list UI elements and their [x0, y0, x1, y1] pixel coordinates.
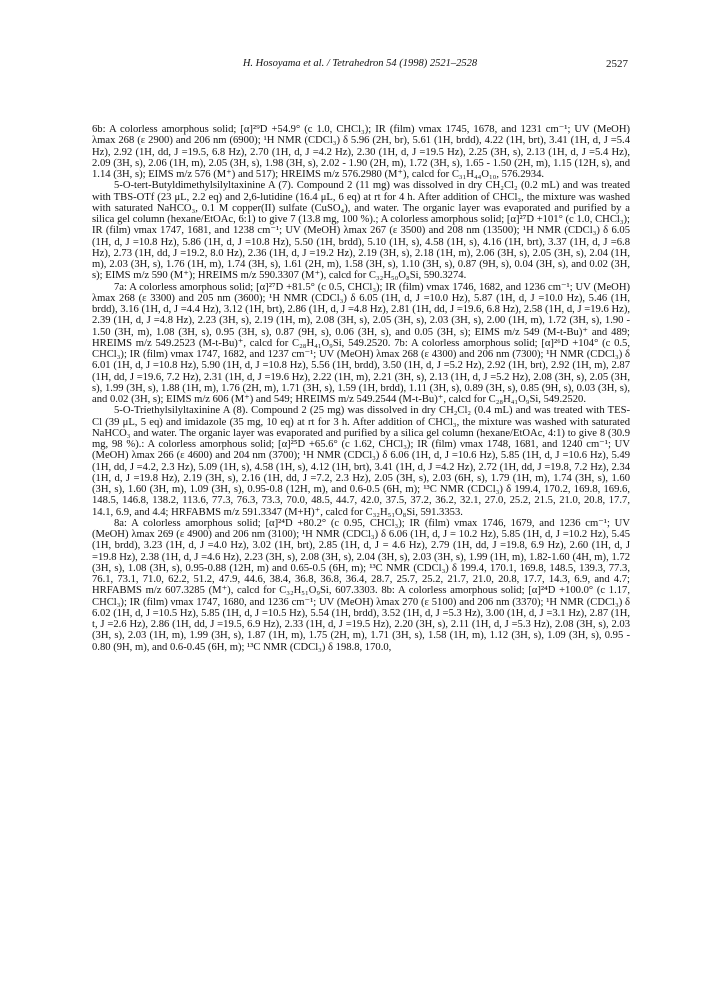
- paragraph-compound-7: 5-O-tert-Butyldimethylsilyltaxinine A (7). Compound 2 (11 mg) was dissolved in dry CH₂Cl₂ (0.2 mL) and was treated with TBS-OTf (23 μL, 2.2 eq) and 2,6-lutidine (16.4 μL, 6 eq) at rt for 4 h. After addition of CHCl₃, the mixture was washed with saturated NaHCO₃, 0.1 M copper(II) sulfate (CuSO₄), and water. The organic layer was evaporated and purified by a silica gel column (hexane/EtOAc, 6:1) to give 7 (13.8 mg, 100 %).; A colorless amorphous solid; [α]²⁷D +101° (c 1.0, CHCl₃); IR (film) νmax 1747, 1681, and 1238 cm⁻¹; UV (MeOH) λmax 267 (ε 3500) and 208 nm (13500); ¹H NMR (CDCl₃) δ 6.05 (1H, d, J =10.8 Hz), 5.86 (1H, d, J =10.8 Hz), 5.50 (1H, brdd), 5.10 (1H, s), 4.58 (1H, s), 4.16 (1H, brt), 3.37 (1H, d, J =6.8 Hz), 2.73 (1H, dd, J =19.2, 8.0 Hz), 2.36 (1H, d, J =19.2 Hz), 2.19 (3H, s), 2.18 (1H, m), 2.06 (3H, s), 2.05 (3H, s), 2.04 (1H, m), 2.03 (3H, s), 1.76 (1H, m), 1.74 (3H, s), 1.61 (2H, m), 1.58 (3H, s), 1.10 (3H, s), 0.87 (9H, s), 0.04 (3H, s), and 0.02 (3H, s); EIMS m/z 590 (M⁺); HREIMS m/z 590.3307 (M⁺), calcd for C₃₂H₅₀O₈Si, 590.3274.: [92, 180, 630, 282]
- paragraph-7a-7b: 7a: A colorless amorphous solid; [α]²⁷D +81.5° (c 0.5, CHCl₃); IR (film) νmax 1746, 1682, and 1236 cm⁻¹; UV (MeOH) λmax 268 (ε 3300) and 205 nm (3600); ¹H NMR (CDCl₃) δ 6.05 (1H, d, J =10.0 Hz), 5.87 (1H, d, J =10.0 Hz), 5.46 (1H, brdd), 3.16 (1H, d, J =4.4 Hz), 3.12 (1H, brt), 2.86 (1H, d, J =4.8 Hz), 2.81 (1H, dd, J =19.6, 6.8 Hz), 2.58 (1H, d, J =19.6 Hz), 2.39 (1H, d, J =4.8 Hz), 2.23 (3H, s), 2.19 (1H, m), 2.08 (3H, s), 2.05 (3H, s), 2.03 (3H, s), 2.00 (1H, m), 1.72 (3H, s), 1.90 - 1.50 (3H, m), 1.08 (3H, s), 0.95 (3H, s), 0.87 (9H, s), 0.06 (3H, s), and 0.05 (3H, s); EIMS m/z 549 (M-t-Bu)⁺ and 489; HREIMS m/z 549.2523 (M-t-Bu)⁺, calcd for C₂₈H₄₁O₉Si, 549.2520. 7b: A colorless amorphous solid; [α]²⁶D +104° (c 0.5, CHCl₃); IR (film) νmax 1747, 1682, and 1237 cm⁻¹; UV (MeOH) λmax 268 (ε 4300) and 206 nm (7300); ¹H NMR (CDCl₃) δ 6.01 (1H, d, J =10.8 Hz), 5.90 (1H, d, J =10.8 Hz), 5.56 (1H, brdd), 3.50 (1H, d, J =5.2 Hz), 2.92 (1H, brt), 2.92 (1H, m), 2.87 (1H, dd, J =19.6, 7.2 Hz), 2.31 (1H, d, J =19.6 Hz), 2.22 (1H, m), 2.21 (3H, s), 2.13 (1H, d, J =5.2 Hz), 2.08 (3H, s), 2.05 (3H, s), 1.99 (3H, s), 1.88 (1H, m), 1.76 (2H, m), 1.71 (3H, s), 1.59 (1H, brdd), 1.11 (3H, s), 0.89 (3H, s), 0.85 (9H, s), 0.03 (3H, s), and 0.02 (3H, s); EIMS m/z 606 (M⁺) and 549; HREIMS m/z 549.2544 (M-t-Bu)⁺, calcd for C₂₈H₄₁O₉Si, 549.2520.: [92, 281, 630, 405]
- running-title: H. Hosoyama et al. / Tetrahedron 54 (1998) 2521–2528: [242, 58, 478, 69]
- page-number: 2527: [606, 58, 628, 70]
- article-body: [92, 124, 630, 653]
- paragraph-compound-8: 5-O-Triethylsilyltaxinine A (8). Compound 2 (25 mg) was dissolved in dry CH₂Cl₂ (0.4 mL) and was treated with TES-Cl (39 μL, 5 eq) and imidazole (35 mg, 10 eq) at rt for 3 h. After addition of CHCl₃, the mixture was washed with saturated NaHCO₃ and water. The organic layer was evaporated and purified by a silica gel column (hexane/EtOAc, 4:1) to give 8 (30.9 mg, 98 %).: A colorless amorphous solid; [α]²⁵D +65.6° (c 1.62, CHCl₃); IR (film) νmax 1748, 1681, and 1240 cm⁻¹; UV (MeOH) λmax 266 (ε 4600) and 204 nm (3700); ¹H NMR (CDCl₃) δ 6.06 (1H, d, J =10.6 Hz), 5.85 (1H, d, J =10.6 Hz), 5.49 (1H, dd, J =4.2, 2.3 Hz), 5.09 (1H, s), 4.58 (1H, s), 4.12 (1H, brt), 3.41 (1H, d, J =4.2 Hz), 2.72 (1H, dd, J =19.8, 7.2 Hz), 2.34 (1H, d, J =19.8 Hz), 2.19 (3H, s), 2.16 (1H, dd, J =7.2, 2.3 Hz), 2.05 (3H, s), 2.03 (6H, s), 1.79 (1H, m), 1.74 (3H, s), 1.60 (3H, s), 1.60 (3H, m), 1.09 (3H, s), 0.95-0.8 (12H, m), and 0.6-0.5 (6H, m); ¹³C NMR (CDCl₃) δ 199.4, 170.2, 169.8, 169.6, 148.5, 146.8, 138.2, 113.6, 77.3, 76.3, 73.3, 70.0, 48.5, 44.7, 42.0, 37.5, 37.2, 36.2, 32.1, 27.0, 25.2, 21.5, 21.0, 20.8, 17.7, 14.1, 6.9, and 4.4; HRFABMS m/z 591.3347 (M+H)⁺, calcd for C₃₂H₅₁O₈Si, 591.3353.: [92, 405, 630, 518]
- paragraph-8a-8b: 8a: A colorless amorphous solid; [α]²⁴D +80.2° (c 0.95, CHCl₃); IR (film) νmax 1746, 1679, and 1236 cm⁻¹; UV (MeOH) λmax 269 (ε 4900) and 206 nm (3100); ¹H NMR (CDCl₃) δ 6.06 (1H, d, J = 10.2 Hz), 5.85 (1H, d, J =10.2 Hz), 5.45 (1H, brdd), 3.23 (1H, d, J =4.0 Hz), 3.02 (1H, brt), 2.85 (1H, d, J = 4.6 Hz), 2.79 (1H, dd, J =19.8, 6.9 Hz), 2.60 (1H, d, J =19.8 Hz), 2.38 (1H, d, J =4.6 Hz), 2.23 (3H, s), 2.08 (3H, s), 2.04 (3H, s), 2.03 (3H, s), 1.99 (1H, m), 1.82-1.60 (4H, m), 1.72 (3H, s), 1.08 (3H, s), 0.95-0.88 (12H, m) and 0.65-0.5 (6H, m); ¹³C NMR (CDCl₃) δ 199.4, 170.1, 169.8, 148.5, 139.3, 77.3, 76.1, 73.1, 71.0, 62.2, 51.2, 47.9, 44.6, 38.4, 36.8, 36.8, 36.4, 28.7, 25.7, 25.2, 21.7, 21.0, 20.8, 17.7, 14.3, 6.9, and 4.7; HRFABMS m/z 607.3285 (M⁺), calcd for C₃₂H₅₁O₉Si, 607.3303. 8b: A colorless amorphous solid; [α]²⁴D +100.0° (c 1.17, CHCl₃); IR (film) νmax 1747, 1680, and 1236 cm⁻¹; UV (MeOH) λmax 270 (ε 5100) and 206 nm (3370); ¹H NMR (CDCl₃) δ 6.02 (1H, d, J =10.5 Hz), 5.85 (1H, d, J =10.5 Hz), 5.54 (1H, brdd), 3.52 (1H, d, J =5.3 Hz), 3.00 (1H, d, J =3.1 Hz), 2.87 (1H, t, J =2.6 Hz), 2.86 (1H, dd, J =19.5, 6.9 Hz), 2.33 (1H, d, J =19.5 Hz), 2.20 (3H, s), 2.11 (1H, d, J =5.3 Hz), 2.08 (3H, s), 2.03 (3H, s), 2.03 (1H, m), 1.99 (3H, s), 1.87 (1H, m), 1.75 (2H, m), 1.71 (3H, s), 1.58 (1H, m), 1.12 (3H, s), 1.09 (3H, s), 0.95 - 0.80 (9H, m), and 0.6-0.45 (6H, m); ¹³C NMR (CDCl₃) δ 198.8, 170.0,: [92, 517, 630, 653]
- paragraph-6b: 6b: A colorless amorphous solid; [α]²⁹D +54.9° (c 1.0, CHCl₃); IR (film) νmax 1745, 1678, and 1231 cm⁻¹; UV (MeOH) λmax 268 (ε 2900) and 206 nm (6900); ¹H NMR (CDCl₃) δ 5.96 (2H, br), 5.61 (1H, brdd), 4.22 (1H, brt), 3.41 (1H, d, J =5.4 Hz), 2.92 (1H, dd, J =19.5, 6.8 Hz), 2.70 (1H, d, J =4.2 Hz), 2.30 (1H, d, J =19.5 Hz), 2.25 (3H, s), 2.13 (1H, d, J =5.4 Hz), 2.09 (3H, s), 2.06 (1H, m), 2.05 (3H, s), 1.98 (3H, s), 2.02 - 1.90 (2H, m), 1.72 (3H, s), 1.65 - 1.50 (2H, m), 1.15 (12H, s), and 1.14 (3H, s); EIMS m/z 576 (M⁺) and 517); HREIMS m/z 576.2980 (M⁺), calcd for C₃₁H₄₄O₁₀, 576.2934.: [92, 124, 630, 180]
- page-header: [92, 58, 628, 74]
